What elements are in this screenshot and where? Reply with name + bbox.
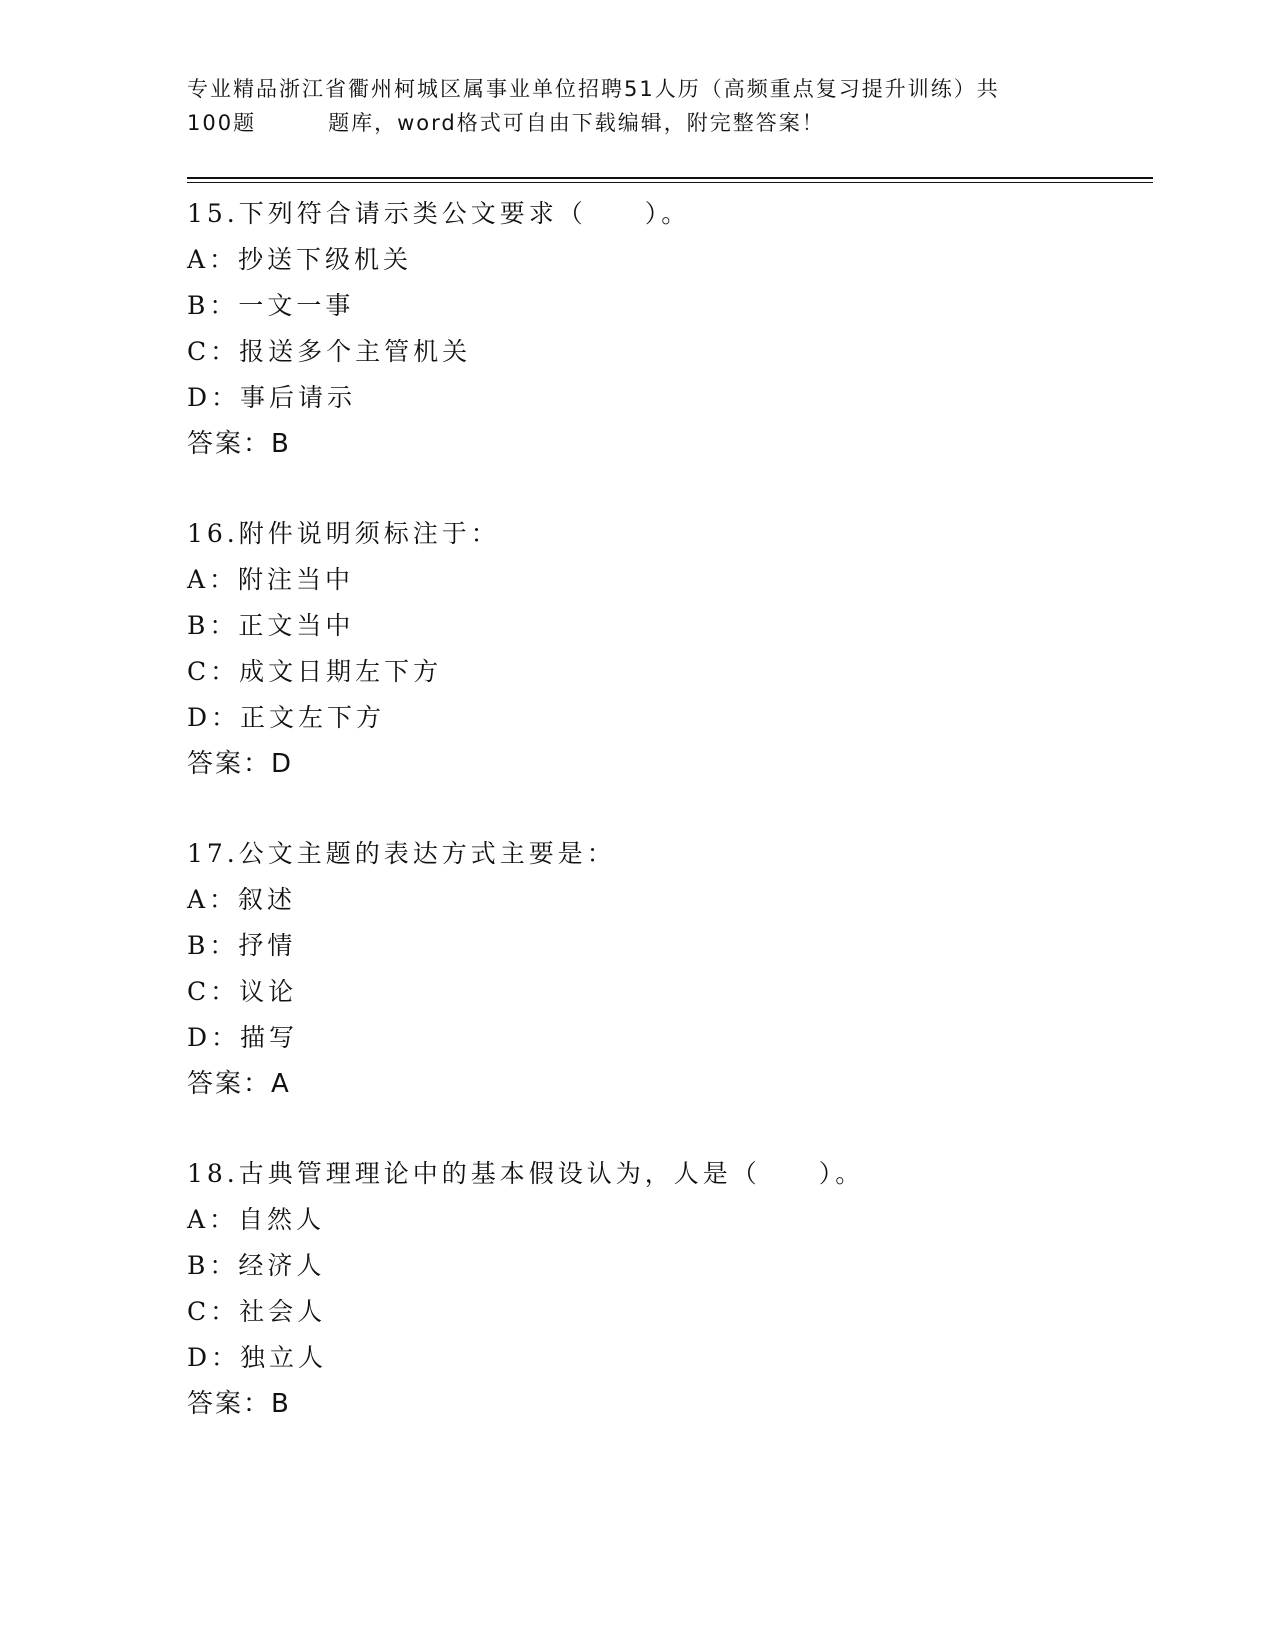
option-a: A：自然人 [187, 1205, 326, 1234]
answer-label: 答案：D [187, 749, 294, 779]
question-15 [187, 191, 1147, 467]
answer-label: 答案：A [187, 1069, 291, 1099]
question-18 [187, 1151, 1147, 1427]
option-c: C：社会人 [187, 1297, 327, 1326]
option-a: A：附注当中 [187, 565, 355, 594]
question-stem: 15.下列符合请示类公文要求（ ）。 [187, 199, 691, 228]
option-a: A：抄送下级机关 [187, 245, 413, 274]
header-title-line2 [187, 106, 1087, 140]
option-c: C：报送多个主管机关 [187, 337, 472, 366]
header-divider-thin [187, 182, 1153, 183]
question-17 [187, 831, 1147, 1107]
header-title-line1: 专业精品浙江省衢州柯城区属事业单位招聘51人历（高频重点复习提升训练）共 [187, 77, 1000, 101]
question-stem: 18.古典管理理论中的基本假设认为，人是（ ）。 [187, 1159, 865, 1188]
document-header [187, 72, 1087, 140]
option-b: B：抒情 [187, 931, 297, 960]
header-count: 100题 [187, 111, 257, 135]
header-divider-thick [187, 177, 1153, 179]
option-d: D：独立人 [187, 1343, 328, 1372]
option-b: B：一文一事 [187, 291, 355, 320]
option-b: B：正文当中 [187, 611, 355, 640]
question-16 [187, 511, 1147, 787]
option-d: D：描写 [187, 1023, 299, 1052]
question-stem: 16.附件说明须标注于： [187, 519, 500, 548]
option-d: D：正文左下方 [187, 703, 386, 732]
option-c: C：议论 [187, 977, 298, 1006]
answer-label: 答案：B [187, 1389, 291, 1419]
question-stem: 17.公文主题的表达方式主要是： [187, 839, 616, 868]
option-c: C：成文日期左下方 [187, 657, 443, 686]
option-b: B：经济人 [187, 1251, 326, 1280]
answer-label: 答案：B [187, 429, 291, 459]
header-description: 题库，word格式可自由下载编辑，附完整答案！ [328, 111, 825, 135]
option-d: D：事后请示 [187, 383, 357, 412]
question-list [187, 191, 1147, 1471]
option-a: A：叙述 [187, 885, 297, 914]
